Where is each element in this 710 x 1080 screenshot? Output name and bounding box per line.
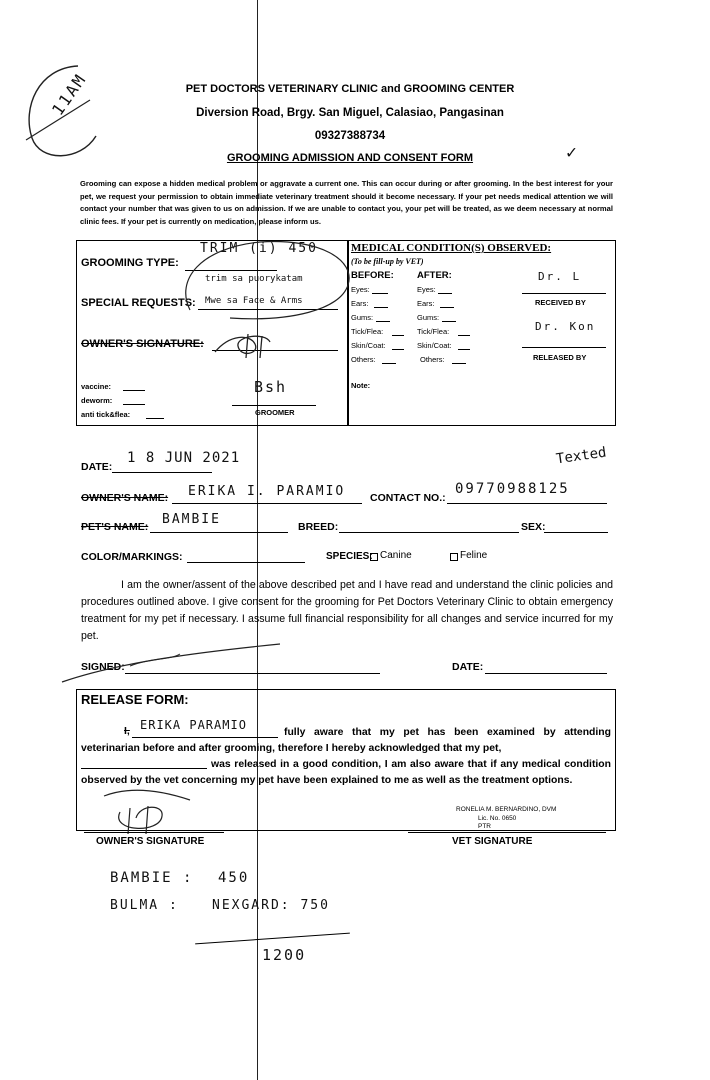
vet-sign-line <box>408 832 606 833</box>
groomer-label: GROOMER <box>255 408 295 417</box>
received-by-label: RECEIVED BY <box>535 298 586 307</box>
after-item-2: Gums: <box>417 313 440 322</box>
form-title: GROOMING ADMISSION AND CONSENT FORM <box>226 152 474 164</box>
intro-text: Grooming can expose a hidden medical problem or aggravate a current one. This can occur during or after grooming. In the best interest for your pet, we request your permission to obtain immediate veterinary treatment should it become necessary. If your pet needs medical attention we will contact your number that was given to us on admission. If we are unable to contact you, your pet will be treated, as we deem necessary at normal clinic fees. If your pet is currently on medication, please inform us. <box>80 179 613 226</box>
before-line-4 <box>392 349 404 350</box>
after-label: AFTER: <box>417 270 452 281</box>
clinic-name: PET DOCTORS VETERINARY CLINIC and GROOMING CENTER <box>185 83 515 95</box>
after-item-0: Eyes: <box>417 285 436 294</box>
clinic-phone: 09327388734 <box>314 130 386 142</box>
groomer-signature: Bsh <box>254 378 288 396</box>
before-line-3 <box>392 335 404 336</box>
owner-signature-1 <box>210 330 290 360</box>
grooming-type-value: TRIM (i) 450 <box>200 241 318 256</box>
vet-stamp-lic: Lic. No. 0650 <box>478 815 517 822</box>
deworm-label: deworm: <box>81 396 113 405</box>
check-mark: ✓ <box>566 142 579 163</box>
vaccine-line <box>123 390 145 391</box>
corner-note: 11AM <box>48 69 91 119</box>
owner-name-label: OWNER'S NAME: <box>81 492 169 504</box>
feline-label: Feline <box>460 550 488 561</box>
owner-signature-label: OWNER'S SIGNATURE: <box>81 338 204 350</box>
before-line-1 <box>374 307 388 308</box>
species-label: SPECIES: <box>326 551 373 562</box>
before-item-0: Eyes: <box>351 285 370 294</box>
date-value: 1 8 JUN 2021 <box>127 450 241 466</box>
owner-name-value: ERIKA I. PARAMIO <box>188 484 346 499</box>
before-line-2 <box>376 321 390 322</box>
contact-label: CONTACT NO.: <box>370 492 446 504</box>
breed-line <box>339 532 519 533</box>
after-line-2 <box>442 321 456 322</box>
release-prefix: I, <box>124 725 130 737</box>
grooming-type-label: GROOMING TYPE: <box>81 257 179 269</box>
sex-label: SEX: <box>521 521 546 533</box>
released-by-line <box>522 347 606 348</box>
vaccine-label: vaccine: <box>81 382 112 391</box>
bottom-note-2-left: BULMA : <box>110 898 179 913</box>
bottom-note-1-left: BAMBIE : <box>110 870 194 886</box>
sex-line <box>544 532 608 533</box>
received-by-value: Dr. L <box>538 270 582 283</box>
before-item-4: Skin/Coat: <box>351 341 386 350</box>
special-requests-label: SPECIAL REQUESTS: <box>81 297 196 309</box>
before-item-5: Others: <box>351 355 376 364</box>
after-line-1 <box>440 307 454 308</box>
vet-stamp-name: RONELIA M. BERNARDINO, DVM <box>456 806 557 813</box>
note-label: Note: <box>351 381 371 390</box>
bottom-note-1-right: 450 <box>218 870 250 886</box>
signed-signature <box>60 632 290 692</box>
medical-title: MEDICAL CONDITION(S) OBSERVED: <box>351 242 552 254</box>
release-text-1: fully aware that my pet has been examined by attending veterinarian before and after grooming, therefore I hereby acknowledged that my pet, <box>81 727 611 754</box>
release-text-2: was released in a good condition, I am also aware that if any medical condition observed by the vet concerning my pet have been explained to me as well as the treatment options. <box>81 759 611 786</box>
after-item-3: Tick/Flea: <box>417 327 450 336</box>
groomer-line <box>232 405 316 406</box>
after-item-5: Others: <box>420 355 445 364</box>
pet-name-line <box>150 532 288 533</box>
before-label: BEFORE: <box>351 270 394 281</box>
release-owner-signature <box>100 782 210 842</box>
medical-subtitle: (To be fill-up by VET) <box>351 257 424 266</box>
bottom-total-line <box>195 933 350 945</box>
after-line-3 <box>458 335 470 336</box>
vet-sign-label: VET SIGNATURE <box>452 836 533 847</box>
bottom-total: 1200 <box>262 946 307 964</box>
color-line <box>187 562 305 563</box>
bottom-note-2-right: NEXGARD: 750 <box>212 898 330 913</box>
pet-name-label: PET'S NAME: <box>81 521 149 533</box>
consent-text: I am the owner/assent of the above described pet and I have read and understand the clinic policies and procedures outlined above. I give consent for the grooming for Pet Doctors Veterinary Clinic to obtain emergency treatment for my pet if necessary. I assume full financial responsibility for all changes and service incurred for my pet. <box>81 579 613 642</box>
release-title: RELEASE FORM: <box>81 692 189 707</box>
special-request-2: Mwe sa Face & Arms <box>205 296 303 306</box>
before-line-0 <box>372 293 388 294</box>
contact-value: 09770988125 <box>455 481 570 497</box>
special-request-1: trim sa puorykatam <box>205 274 303 284</box>
texted-note: Texted <box>555 444 608 468</box>
request-loop <box>170 230 360 325</box>
clinic-address: Diversion Road, Brgy. San Miguel, Calasiao, Pangasinan <box>196 107 504 119</box>
received-by-line <box>522 293 606 294</box>
after-item-4: Skin/Coat: <box>417 341 452 350</box>
canine-checkbox[interactable] <box>370 553 378 561</box>
anti-tick-label: anti tick&flea: <box>81 410 131 419</box>
signed-date-line <box>485 673 607 674</box>
deworm-line <box>123 404 145 405</box>
canine-label: Canine <box>380 550 412 561</box>
signed-label: SIGNED: <box>81 661 125 673</box>
before-item-3: Tick/Flea: <box>351 327 384 336</box>
breed-label: BREED: <box>298 521 339 533</box>
date-line <box>112 472 212 473</box>
feline-checkbox[interactable] <box>450 553 458 561</box>
release-owner-value: ERIKA PARAMIO <box>140 718 247 732</box>
color-label: COLOR/MARKINGS: <box>81 551 183 563</box>
signed-date-label: DATE: <box>452 661 484 673</box>
before-line-5 <box>382 363 396 364</box>
released-by-label: RELEASED BY <box>533 353 587 362</box>
vet-stamp-ptr: PTR <box>478 823 491 830</box>
before-item-1: Ears: <box>351 299 369 308</box>
after-line-4 <box>458 349 470 350</box>
date-label: DATE: <box>81 461 113 473</box>
owner-release-sign-line <box>84 832 224 833</box>
owner-release-sign-label: OWNER'S SIGNATURE <box>96 836 205 847</box>
after-line-0 <box>438 293 452 294</box>
after-item-1: Ears: <box>417 299 435 308</box>
owner-name-line <box>172 503 362 504</box>
released-by-value: Dr. Kon <box>535 320 596 333</box>
pet-name-value: BAMBIE <box>162 512 221 527</box>
after-line-5 <box>452 363 466 364</box>
contact-line <box>447 503 607 504</box>
anti-tick-line <box>146 418 164 419</box>
before-item-2: Gums: <box>351 313 374 322</box>
